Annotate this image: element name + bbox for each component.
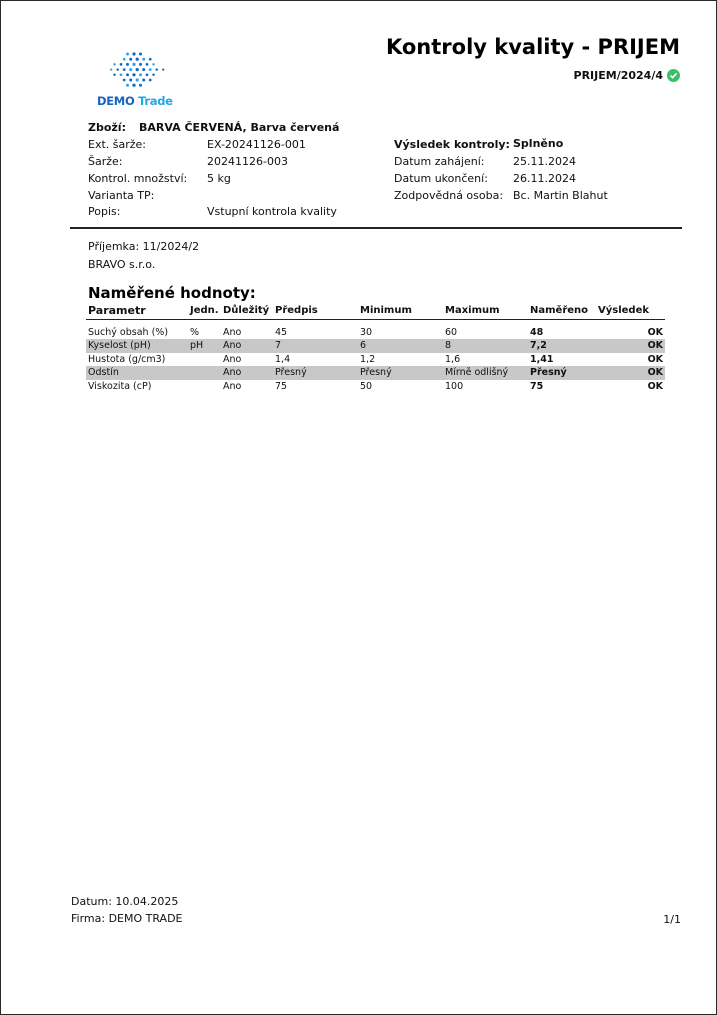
logo-text-main: DEMO [97, 94, 135, 108]
logo-dot [132, 52, 135, 55]
document-title: Kontroly kvality - PRIJEM [385, 35, 680, 59]
table-header-row [86, 302, 665, 320]
variant-label: Varianta TP: [88, 189, 155, 202]
column-header: Výsledek [596, 302, 665, 320]
column-header: Naměřeno [528, 302, 596, 320]
logo-dot [152, 74, 154, 76]
end-date-label: Datum ukončení: [394, 172, 488, 185]
cell-measured: 1,41 [530, 353, 554, 365]
responsible-value: Bc. Martin Blahut [513, 189, 608, 202]
logo-dot [132, 84, 135, 87]
column-header: Maximum [443, 302, 528, 320]
logo-dot [146, 73, 149, 76]
cell-maximum: 8 [443, 339, 528, 353]
approved-check-icon [667, 69, 680, 82]
document-number: PRIJEM/2024/4 [573, 69, 663, 82]
column-header: Minimum [358, 302, 443, 320]
document-number-row [574, 69, 680, 82]
table-row [86, 366, 665, 380]
cell-result: OK [596, 366, 665, 380]
logo-dot [120, 73, 123, 76]
cell-result: OK [647, 326, 663, 338]
cell-spec: 7 [273, 339, 358, 353]
logo-dot [136, 58, 139, 61]
cell-parameter: Hustota (g/cm3) [88, 353, 166, 365]
logo-dot [139, 53, 142, 56]
receipt-number: Příjemka: 11/2024/2 [88, 240, 200, 253]
ext-batch-label: Ext. šarže: [88, 138, 147, 151]
cell-maximum: Mírně odlišný [443, 366, 528, 380]
logo-dot [155, 68, 157, 70]
column-header: Parametr [86, 302, 188, 320]
logo-text [97, 94, 173, 108]
cell-parameter: Suchý obsah (%) [88, 326, 169, 338]
cell-result: OK [647, 353, 663, 365]
cell-important: Ano [223, 326, 242, 338]
logo-dot [132, 73, 135, 76]
page-number: 1/1 [663, 913, 681, 926]
measured-values-table [86, 302, 665, 393]
cell-spec: 75 [275, 380, 288, 392]
logo-dot [142, 68, 145, 71]
cell-unit [188, 366, 221, 380]
logo-dot [132, 63, 135, 66]
logo-dot [113, 74, 115, 76]
logo-dot [152, 63, 154, 65]
table-row [86, 353, 665, 367]
footer-date: Datum: 10.04.2025 [71, 895, 179, 908]
cell-measured: Přesný [528, 366, 596, 380]
logo-dot [129, 79, 132, 82]
cell-important: Ano [223, 353, 242, 365]
logo-dot [149, 58, 152, 61]
logo-dot [139, 84, 142, 87]
column-header: Důležitý [221, 302, 273, 320]
cell-minimum: 1,2 [360, 353, 376, 365]
cell-minimum: Přesný [358, 366, 443, 380]
column-header: Předpis [273, 302, 358, 320]
cell-measured: 75 [530, 380, 544, 392]
cell-measured: 48 [530, 326, 544, 338]
cell-maximum: 1,6 [445, 353, 461, 365]
cell-result: OK [596, 339, 665, 353]
description-value: Vstupní kontrola kvality [207, 205, 337, 218]
logo-dot [113, 63, 115, 65]
measured-values-title: Naměřené hodnoty: [88, 284, 256, 302]
logo-dot [126, 73, 129, 76]
item-label: Zboží: [88, 121, 126, 134]
cell-spec: Přesný [273, 366, 358, 380]
cell-minimum: 30 [360, 326, 373, 338]
logo-dot [149, 79, 152, 82]
cell-important: Ano [221, 339, 273, 353]
cell-measured: 7,2 [528, 339, 596, 353]
cell-spec: 45 [275, 326, 288, 338]
logo-dot [129, 58, 132, 61]
ext-batch-value: EX-20241126-001 [207, 138, 306, 151]
logo-dot [139, 73, 142, 76]
quantity-value: 5 kg [207, 172, 231, 185]
table-row [86, 326, 665, 340]
cell-parameter: Odstín [86, 366, 188, 380]
start-date-value: 25.11.2024 [513, 155, 576, 168]
logo-dot [142, 79, 145, 82]
logo-dot [126, 63, 129, 66]
logo-dot [129, 68, 132, 71]
logo-dot [123, 79, 126, 82]
start-date-label: Datum zahájení: [394, 155, 485, 168]
cell-important: Ano [223, 380, 242, 392]
receipt-company: BRAVO s.r.o. [88, 258, 156, 271]
logo-dot [126, 53, 129, 56]
result-value: Splněno [513, 137, 564, 150]
logo-dot [162, 68, 164, 70]
cell-maximum: 60 [445, 326, 458, 338]
batch-label: Šarže: [88, 155, 123, 168]
cell-maximum: 100 [445, 380, 464, 392]
cell-unit [188, 380, 221, 394]
cell-parameter: Viskozita (cP) [88, 380, 152, 392]
responsible-label: Zodpovědná osoba: [394, 189, 504, 202]
result-label: Výsledek kontroly: [394, 138, 510, 151]
logo-dot [123, 58, 126, 61]
logo-dot [123, 68, 126, 71]
logo-dot [110, 68, 112, 70]
cell-unit: % [190, 326, 200, 338]
cell-minimum: 50 [360, 380, 373, 392]
logo-text-light: Trade [138, 94, 173, 108]
logo-dot [146, 63, 149, 66]
footer-company: Firma: DEMO TRADE [71, 912, 183, 925]
logo-dot [149, 68, 152, 71]
logo-dot [120, 63, 123, 66]
cell-spec: 1,4 [275, 353, 291, 365]
section-divider [70, 227, 682, 229]
item-value: BARVA ČERVENÁ, Barva červená [139, 121, 340, 134]
quantity-label: Kontrol. množství: [88, 172, 188, 185]
column-header: Jedn. [188, 302, 221, 320]
logo-dot [126, 84, 129, 87]
cell-important: Ano [221, 366, 273, 380]
logo-dot [139, 63, 142, 66]
description-label: Popis: [88, 205, 121, 218]
table-row [86, 339, 665, 353]
cell-minimum: 6 [358, 339, 443, 353]
logo-dot [142, 58, 145, 61]
logo-dot [136, 68, 139, 71]
end-date-value: 26.11.2024 [513, 172, 576, 185]
logo-dot [116, 68, 118, 70]
cell-parameter: Kyselost (pH) [86, 339, 188, 353]
cell-result: OK [647, 380, 663, 392]
batch-value: 20241126-003 [207, 155, 288, 168]
cell-unit [188, 353, 221, 367]
cell-unit: pH [188, 339, 221, 353]
table-row [86, 380, 665, 394]
logo-dot [136, 78, 139, 81]
